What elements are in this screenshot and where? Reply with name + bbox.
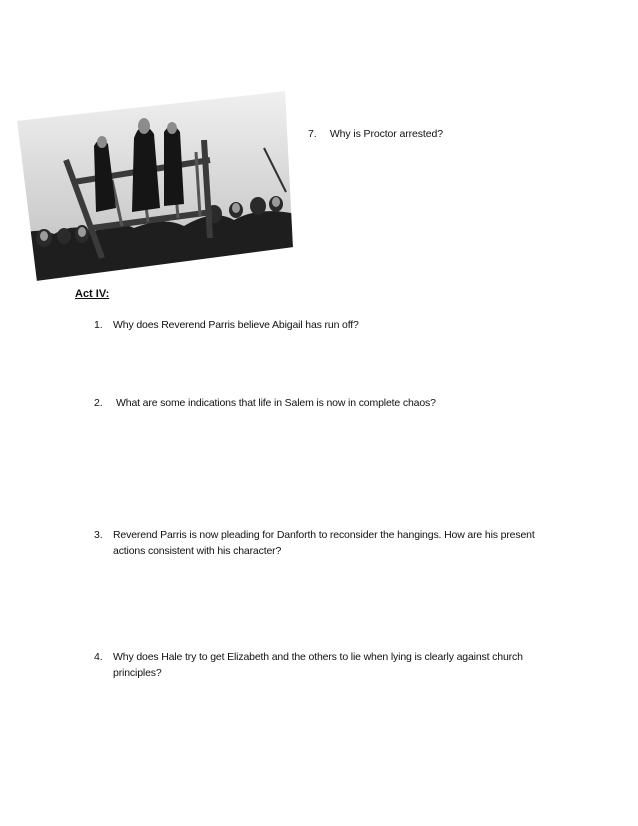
act-iv-heading: Act IV:: [75, 288, 110, 300]
question-1: [94, 317, 564, 333]
question-3: [94, 527, 564, 559]
question-2-text: What are some indications that life in Salem is now in complete chaos?: [116, 397, 436, 409]
question-4: [94, 649, 564, 681]
question-7-number: 7.: [308, 128, 317, 140]
question-3-text: Reverend Parris is now pleading for Danforth to reconsider the hangings. How are his present actions consistent with his character?: [113, 529, 535, 557]
question-1-text: Why does Reverend Parris believe Abigail has run off?: [113, 319, 359, 331]
question-3-number: 3.: [94, 529, 103, 541]
question-7-text: Why is Proctor arrested?: [329, 128, 443, 140]
question-2: [94, 395, 564, 411]
question-4-text: Why does Hale try to get Elizabeth and the others to lie when lying is clearly against church principles?: [113, 651, 523, 679]
question-4-number: 4.: [94, 651, 103, 663]
question-1-number: 1.: [94, 319, 103, 331]
question-7: [308, 128, 443, 140]
film-still-photo: [14, 88, 296, 286]
question-2-number: 2.: [94, 397, 103, 409]
